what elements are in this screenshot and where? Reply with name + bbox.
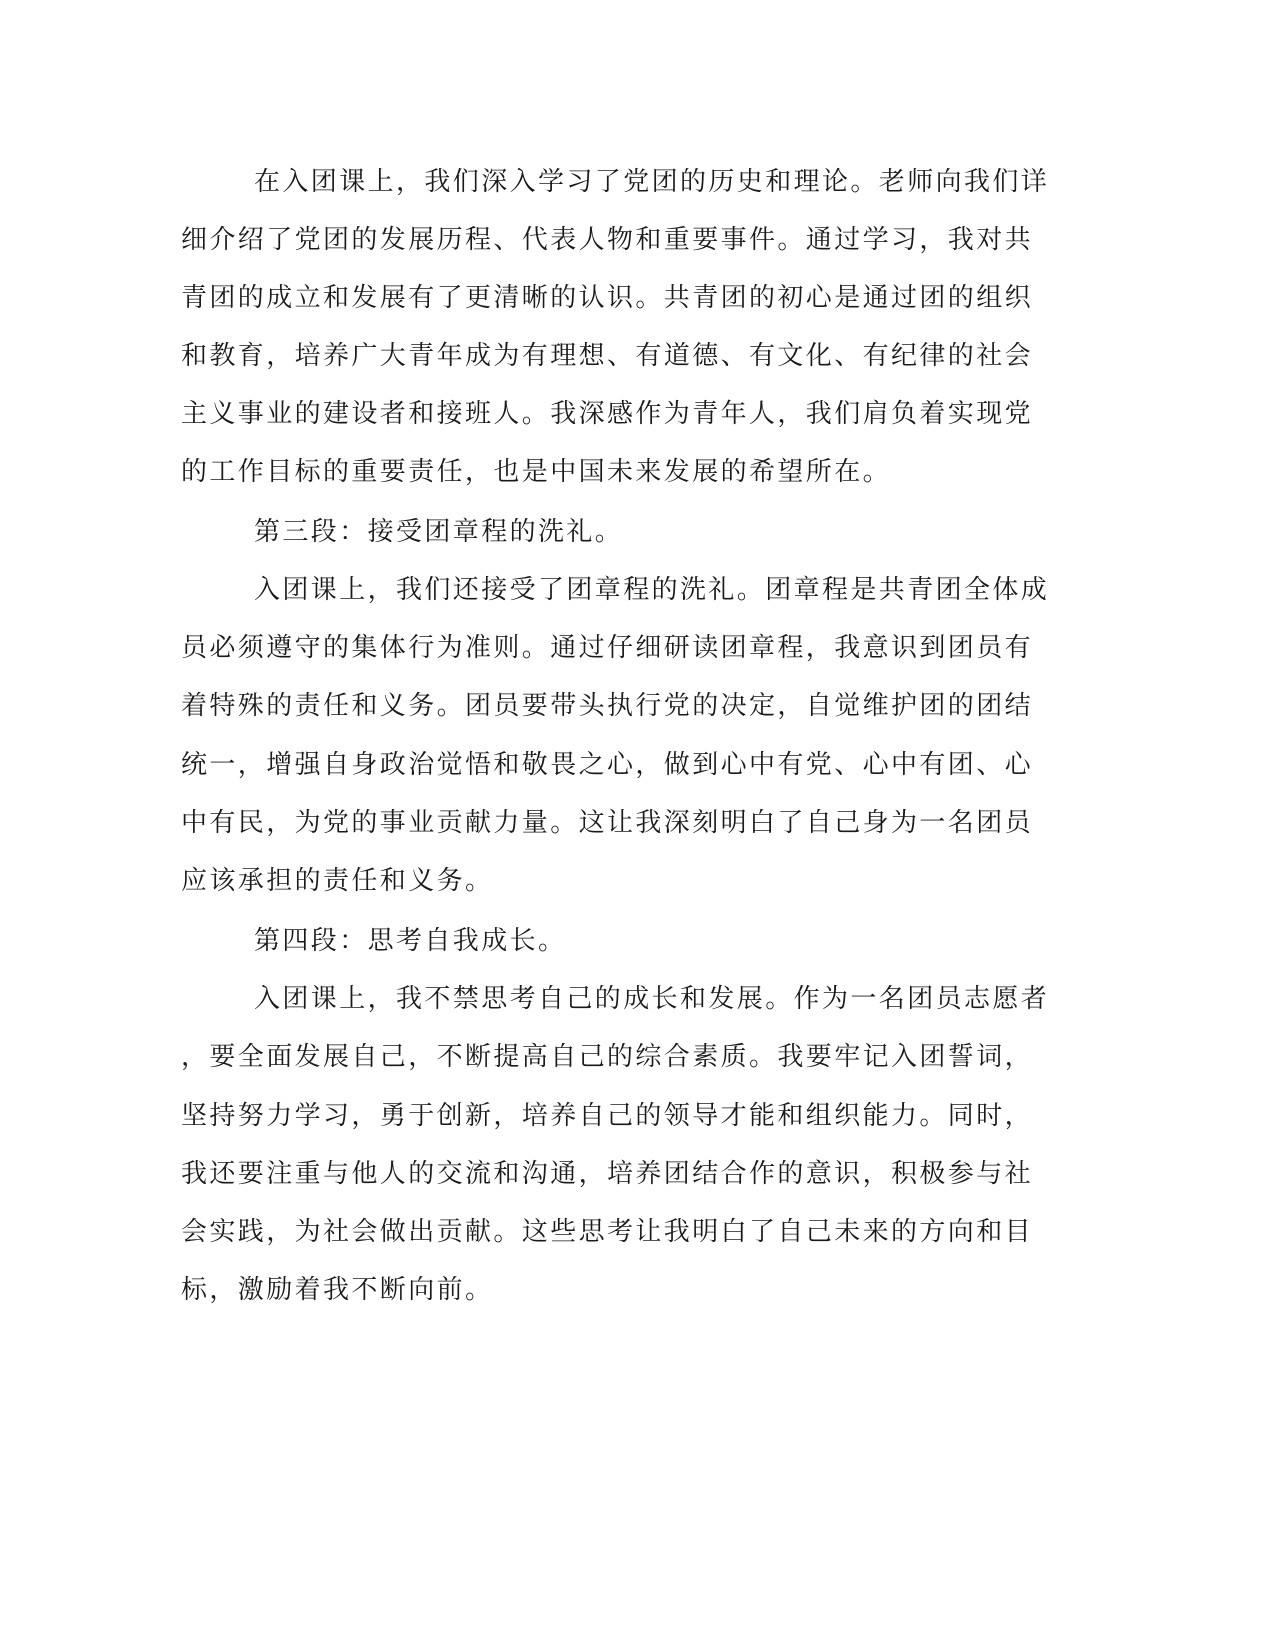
paragraph-3-line-1: 入团课上，我不禁思考自己的成长和发展。作为一名团员志愿者 <box>254 984 1050 1014</box>
paragraph-2-line-1: 入团课上，我们还接受了团章程的洗礼。团章程是共青团全体成 <box>254 575 1050 605</box>
paragraph-3-line-4: 我还要注重与他人的交流和沟通，培养团结合作的意识，积极参与社 <box>181 1159 1034 1189</box>
paragraph-3-line-5: 会实践，为社会做出贡献。这些思考让我明白了自己未来的方向和目 <box>181 1217 1034 1247</box>
paragraph-2-line-2: 员必须遵守的集体行为准则。通过仔细研读团章程，我意识到团员有 <box>181 633 1034 663</box>
paragraph-1-line-4: 和教育，培养广大青年成为有理想、有道德、有文化、有纪律的社会 <box>181 341 1034 371</box>
section-heading-3: 第三段：接受团章程的洗礼。 <box>254 517 624 547</box>
paragraph-1-line-1: 在入团课上，我们深入学习了党团的历史和理论。老师向我们详 <box>254 167 1050 197</box>
section-heading-4: 第四段：思考自我成长。 <box>254 926 567 956</box>
paragraph-2-line-5: 中有民，为党的事业贡献力量。这让我深刻明白了自己身为一名团员 <box>181 808 1034 838</box>
paragraph-2-line-4: 统一，增强自身政治觉悟和敬畏之心，做到心中有党、心中有团、心 <box>181 750 1034 780</box>
paragraph-3-line-2: ，要全面发展自己，不断提高自己的综合素质。我要牢记入团誓词， <box>181 1042 1034 1072</box>
paragraph-1-line-6: 的工作目标的重要责任，也是中国未来发展的希望所在。 <box>181 457 892 487</box>
paragraph-3-line-3: 坚持努力学习，勇于创新，培养自己的领导才能和组织能力。同时， <box>181 1101 1034 1131</box>
paragraph-2-line-6: 应该承担的责任和义务。 <box>181 866 494 896</box>
paragraph-2-line-3: 着特殊的责任和义务。团员要带头执行党的决定，自觉维护团的团结 <box>181 691 1034 721</box>
paragraph-3-line-6: 标，激励着我不断向前。 <box>181 1275 494 1305</box>
paragraph-1-line-3: 青团的成立和发展有了更清晰的认识。共青团的初心是通过团的组织 <box>181 283 1034 313</box>
paragraph-1-line-5: 主义事业的建设者和接班人。我深感作为青年人，我们肩负着实现党 <box>181 399 1034 429</box>
paragraph-1-line-2: 细介绍了党团的发展历程、代表人物和重要事件。通过学习，我对共 <box>181 225 1034 255</box>
